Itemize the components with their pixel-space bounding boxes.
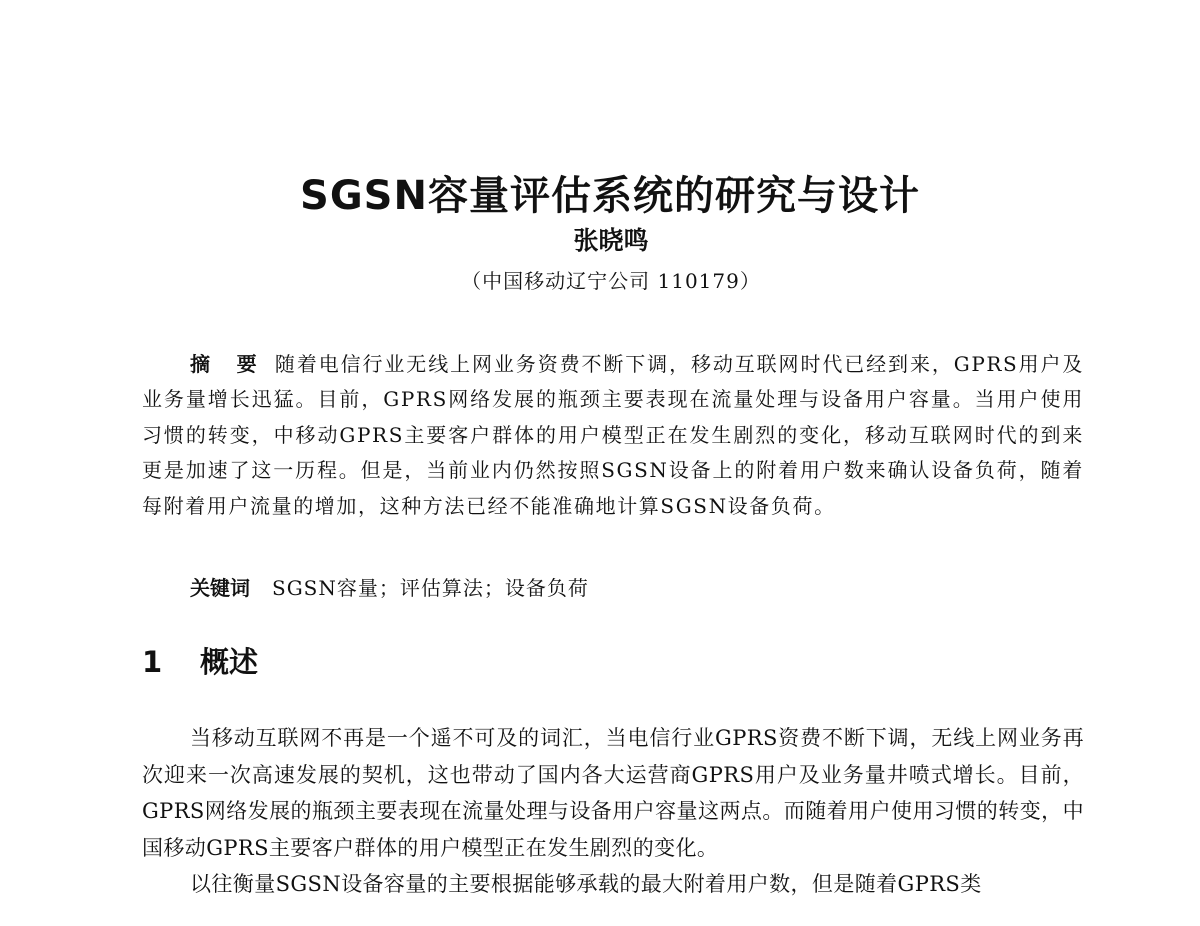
section-number: 1 <box>142 645 163 679</box>
keywords-text: SGSN容量；评估算法；设备负荷 <box>272 576 589 600</box>
keywords-label: 关键词 <box>190 576 250 600</box>
section-heading <box>142 640 258 684</box>
abstract-label: 摘 要 <box>190 352 257 376</box>
author-name: 张晓鸣 <box>573 226 649 255</box>
section-body <box>142 720 1084 903</box>
author-affiliation: （中国移动辽宁公司 110179） <box>461 269 761 293</box>
section-title: 概述 <box>200 645 259 679</box>
abstract-paragraph <box>142 347 1084 524</box>
body-paragraph: 当移动互联网不再是一个遥不可及的词汇，当电信行业GPRS资费不断下调，无线上网业务再次迎来一次高速发展的契机，这也带动了国内各大运营商GPRS用户及业务量井喷式增长。目前，GPRS网络发展的瓶颈主要表现在流量处理与设备用户容量这两点。而随着用户使用习惯的转变，中国移动GPRS主要客户群体的用户模型正在发生剧烈的变化。 <box>142 726 1084 860</box>
paper-title: SGSN容量评估系统的研究与设计 <box>300 173 920 219</box>
body-paragraph: 以往衡量SGSN设备容量的主要根据能够承载的最大附着用户数，但是随着GPRS类 <box>190 872 982 897</box>
keywords-line <box>190 571 589 606</box>
abstract-text: 随着电信行业无线上网业务资费不断下调，移动互联网时代已经到来，GPRS用户及业务量增长迅猛。目前，GPRS网络发展的瓶颈主要表现在流量处理与设备用户容量。当用户使用习惯的转变，中移动GPRS主要客户群体的用户模型正在发生剧烈的变化，移动互联网时代的到来更是加速了这一历程。但是，当前业内仍然按照SGSN设备上的附着用户数来确认设备负荷，随着每附着用户流量的增加，这种方法已经不能准确地计算SGSN设备负荷。 <box>142 352 1085 518</box>
